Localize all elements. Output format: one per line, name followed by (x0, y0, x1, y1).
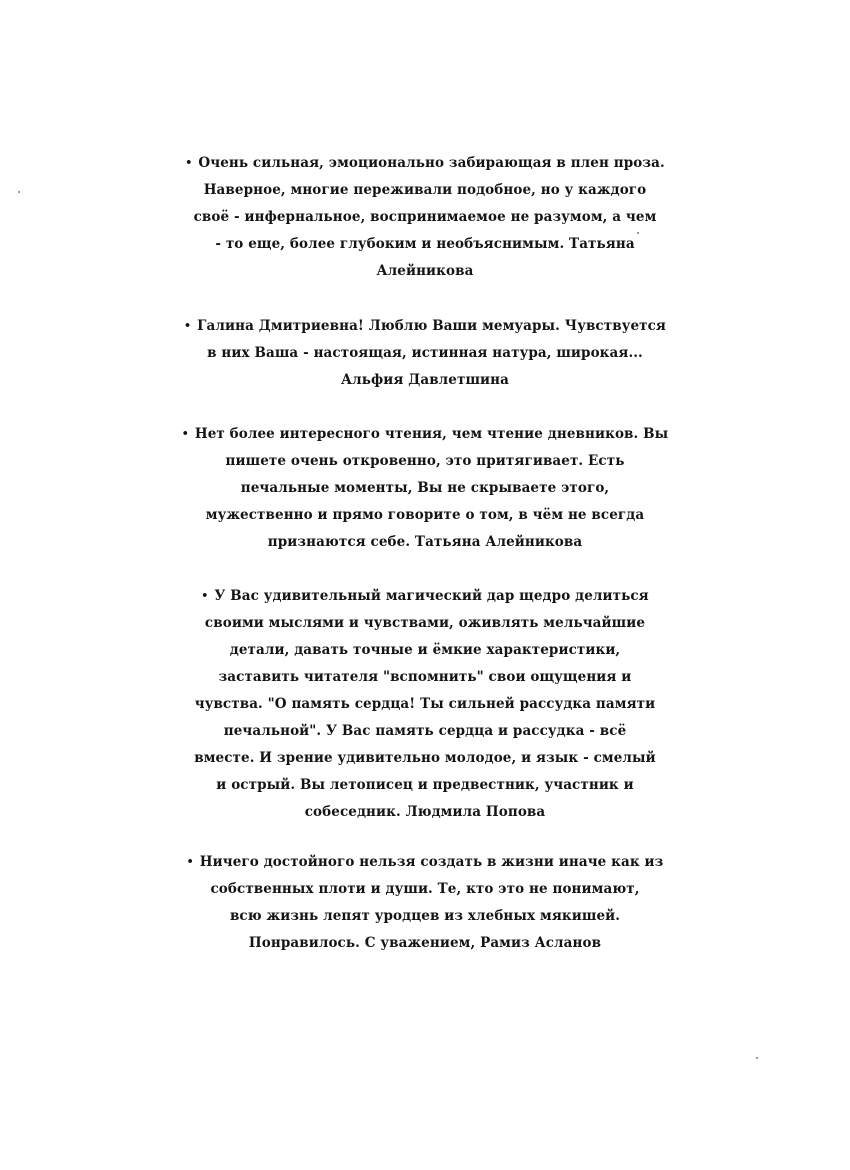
bullet-icon: • (186, 855, 194, 868)
review-line: собственных плоти и души. Те, кто это не понимают, (210, 881, 640, 897)
review-line: Алейникова (376, 263, 474, 279)
scan-speck (18, 191, 20, 193)
review-text: Ничего достойного нельзя создать в жизни иначе как из (199, 854, 664, 870)
review-4 (160, 582, 690, 826)
review-line: печальные моменты, Вы не скрываете этого, (240, 480, 610, 496)
review-line (160, 149, 690, 177)
review-line: вместе. И зрение удивительно молодое, и язык - смелый (194, 750, 656, 766)
review-line: - то еще, более глубоким и необъяснимым. Татьяна (215, 236, 635, 252)
review-line (160, 582, 690, 610)
review-line: в них Ваша - настоящая, истинная натура, широкая... (207, 345, 643, 361)
review-line: всю жизнь лепят уродцев из хлебных мякишей. (229, 908, 621, 924)
review-line: детали, давать точные и ёмкие характеристики, (229, 642, 621, 658)
review-line: печальной". У Вас память сердца и рассудка - всё (223, 723, 627, 739)
review-line: собеседник. Людмила Попова (304, 804, 546, 820)
review-line: пишете очень откровенно, это притягивает. Есть (225, 453, 625, 469)
review-line: признаются себе. Татьяна Алейникова (267, 534, 583, 550)
bullet-icon: • (201, 589, 209, 602)
review-text: У Вас удивительный магический дар щедро делиться (214, 588, 649, 604)
review-line: Наверное, многие переживали подобное, но у каждого (203, 182, 647, 198)
bullet-icon: • (184, 319, 192, 332)
review-text: Нет более интересного чтения, чем чтение дневников. Вы (194, 426, 669, 442)
review-text: Очень сильная, эмоционально забирающая в плен проза. (198, 155, 665, 171)
scan-speck (756, 1057, 758, 1059)
review-line: своими мыслями и чувствами, оживлять мельчайшие (204, 615, 646, 631)
review-line: Понравилось. С уважением, Рамиз Асланов (248, 935, 602, 951)
review-line (160, 848, 690, 876)
review-line: и острый. Вы летописец и предвестник, участник и (216, 777, 634, 793)
review-5 (160, 848, 690, 957)
bullet-icon: • (181, 427, 189, 440)
review-1 (160, 149, 690, 285)
review-line: мужественно и прямо говорите о том, в чём не всегда (205, 507, 645, 523)
review-line (160, 312, 690, 340)
bullet-icon: • (185, 156, 193, 169)
review-line: чувства. "О память сердца! Ты сильней рассудка памяти (194, 696, 656, 712)
review-2 (160, 312, 690, 394)
review-text: Галина Дмитриевна! Люблю Ваши мемуары. Чувствуется (197, 318, 666, 334)
review-line: своё - инфернальное, воспринимаемое не разумом, а чем (193, 209, 657, 225)
review-line: Альфия Давлетшина (341, 372, 509, 388)
scan-speck (637, 232, 639, 234)
review-line (160, 420, 690, 448)
review-3 (160, 420, 690, 556)
review-line: заставить читателя "вспомнить" свои ощущения и (218, 669, 632, 685)
